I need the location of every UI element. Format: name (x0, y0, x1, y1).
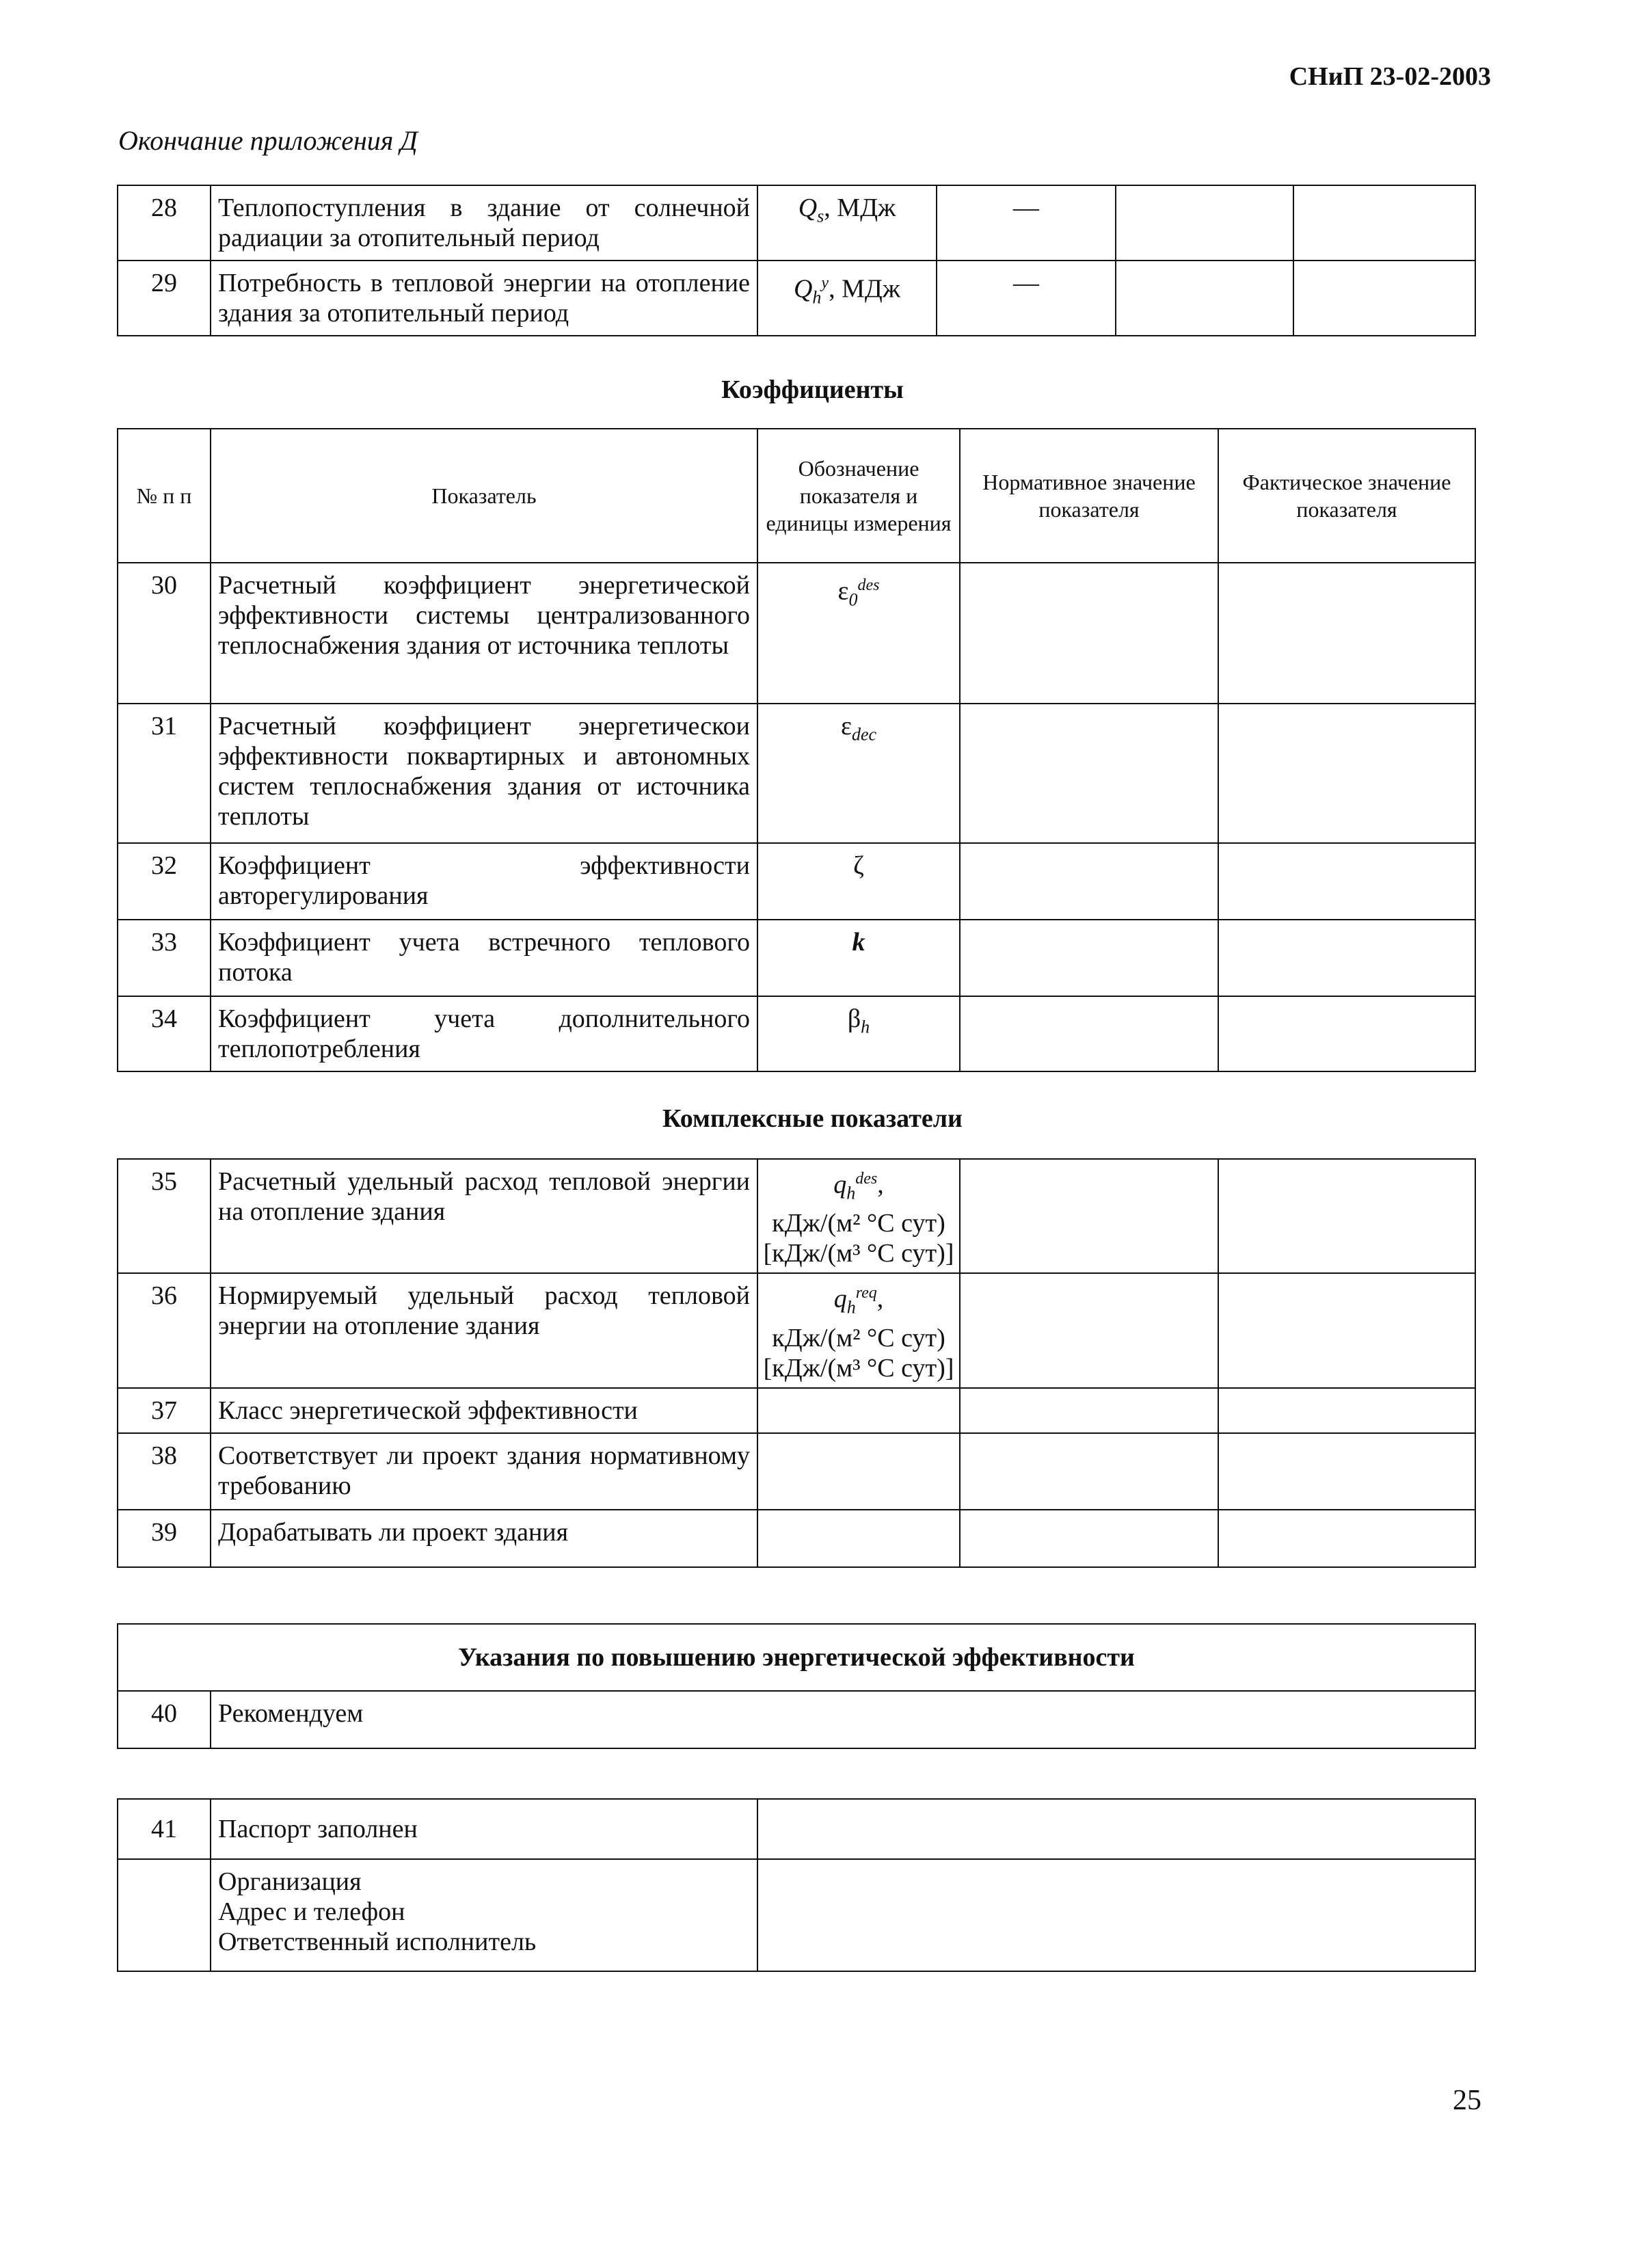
row-normative (960, 843, 1218, 920)
table-row (118, 1273, 1475, 1387)
row-number: 37 (118, 1388, 211, 1433)
row-normative: — (937, 185, 1116, 261)
table-coefficients (117, 428, 1476, 1072)
table-row (118, 1433, 1475, 1510)
table-header-row (118, 1624, 1475, 1691)
table-row (118, 185, 1475, 261)
table-row (118, 563, 1475, 704)
row-indicator: Коэффициент эффективности авторегулирования (211, 843, 757, 920)
table-header-row (118, 429, 1475, 563)
row-actual (1218, 843, 1475, 920)
passport-details-value (757, 1859, 1475, 1971)
header-designation: Обозначение показателя и единицы измерения (757, 429, 960, 563)
row-empty (1293, 185, 1475, 261)
row-designation (757, 1433, 960, 1510)
table-row (118, 996, 1475, 1071)
row-indicator: Расчетный коэффициент энергетическои эффективности поквартирных и автономных систем теплоснабжения здания от источника теплоты (211, 704, 757, 843)
row-actual (1218, 1159, 1475, 1273)
row-normative (960, 704, 1218, 843)
header-number: № п п (118, 429, 211, 563)
row-designation: $\varepsilon_{dec}$ (757, 704, 960, 843)
row-actual (1218, 563, 1475, 704)
row-number: 39 (118, 1510, 211, 1567)
row-indicator: Коэффициент учета дополнительного теплопотребления (211, 996, 757, 1071)
row-number: 38 (118, 1433, 211, 1510)
row-number: 40 (118, 1691, 211, 1748)
row-number: 28 (118, 185, 211, 261)
header-normative: Нормативное значение показателя (960, 429, 1218, 563)
row-indicator: Потребность в тепловой энергии на отопление здания за отопительный период (211, 261, 757, 336)
table-row (118, 1859, 1475, 1971)
row-indicator: Теплопоступления в здание от солнечной радиации за отопительный период (211, 185, 757, 261)
row-normative (960, 920, 1218, 996)
row-indicator: Нормируемый удельный расход тепловой энергии на отопление здания (211, 1273, 757, 1387)
row-number: 41 (118, 1799, 211, 1859)
row-actual (1218, 704, 1475, 843)
row-number: 36 (118, 1273, 211, 1387)
row-normative (960, 1510, 1218, 1567)
recommendations-title: Указания по повышению энергетической эффективности (118, 1624, 1475, 1691)
row-normative: — (937, 261, 1116, 336)
row-normative (960, 563, 1218, 704)
row-designation (757, 1510, 960, 1567)
table-row (118, 261, 1475, 336)
table-recommendations (117, 1623, 1476, 1749)
table-passport (117, 1798, 1476, 1972)
row-number: 30 (118, 563, 211, 704)
row-designation: k (757, 920, 960, 996)
table-heat-balance (117, 185, 1476, 336)
row-number: 33 (118, 920, 211, 996)
row-normative (960, 1273, 1218, 1387)
row-number: 35 (118, 1159, 211, 1273)
row-designation: ζ (757, 843, 960, 920)
row-designation: $Q_h^y$, МДж (757, 261, 937, 336)
row-number: 34 (118, 996, 211, 1071)
row-actual (1218, 1273, 1475, 1387)
row-designation: $\varepsilon_0^{des}$ (757, 563, 960, 704)
table-row (118, 704, 1475, 843)
passport-filled-value (757, 1799, 1475, 1859)
row-empty (1116, 185, 1293, 261)
row-designation: $q_h^{des}$, кДж/(м² °С сут) [кДж/(м³ °С сут)] (757, 1159, 960, 1273)
passport-responsible: Ответственный исполнитель (218, 1927, 537, 1956)
row-normative (960, 1159, 1218, 1273)
row-empty (1293, 261, 1475, 336)
row-indicator: Дорабатывать ли проект здания (211, 1510, 757, 1567)
row-number: 32 (118, 843, 211, 920)
header-indicator: Показатель (211, 429, 757, 563)
row-actual (1218, 1433, 1475, 1510)
appendix-subtitle: Окончание приложения Д (118, 125, 418, 156)
row-designation: $Q_s$, МДж (757, 185, 937, 261)
section-title-coefficients: Коэффициенты (721, 375, 904, 404)
row-actual (1218, 920, 1475, 996)
table-row (118, 843, 1475, 920)
row-indicator: Класс энергетической эффективности (211, 1388, 757, 1433)
row-number (118, 1859, 211, 1971)
recommendations-text: Рекомендуем (211, 1691, 1475, 1748)
table-complex-indicators (117, 1158, 1476, 1568)
passport-address: Адрес и телефон (218, 1897, 405, 1926)
table-row (118, 1691, 1475, 1748)
table-row (118, 1159, 1475, 1273)
document-code: СНиП 23-02-2003 (1289, 62, 1491, 91)
row-designation: $q_h^{req}$, кДж/(м² °С сут) [кДж/(м³ °С сут)] (757, 1273, 960, 1387)
row-actual (1218, 1510, 1475, 1567)
row-indicator: Коэффициент учета встречного теплового потока (211, 920, 757, 996)
table-row (118, 1510, 1475, 1567)
table-row (118, 1799, 1475, 1859)
row-normative (960, 1433, 1218, 1510)
page-number: 25 (1453, 2085, 1481, 2116)
passport-details (211, 1859, 757, 1971)
passport-filled-label: Паспорт заполнен (211, 1799, 757, 1859)
table-row (118, 920, 1475, 996)
row-actual (1218, 996, 1475, 1071)
row-indicator: Расчетный удельный расход тепловой энергии на отопление здания (211, 1159, 757, 1273)
passport-organization: Организация (218, 1867, 362, 1896)
header-actual: Фактическое значение показателя (1218, 429, 1475, 563)
row-designation (757, 1388, 960, 1433)
table-row (118, 1388, 1475, 1433)
row-empty (1116, 261, 1293, 336)
row-actual (1218, 1388, 1475, 1433)
row-indicator: Расчетный коэффициент энергетической эффективности системы централизованного теплоснабжения здания от источника теплоты (211, 563, 757, 704)
row-designation: $\beta_h$ (757, 996, 960, 1071)
row-normative (960, 996, 1218, 1071)
row-number: 29 (118, 261, 211, 336)
row-indicator: Соответствует ли проект здания нормативному требованию (211, 1433, 757, 1510)
row-number: 31 (118, 704, 211, 843)
row-normative (960, 1388, 1218, 1433)
section-title-complex: Комплексные показатели (662, 1104, 963, 1133)
